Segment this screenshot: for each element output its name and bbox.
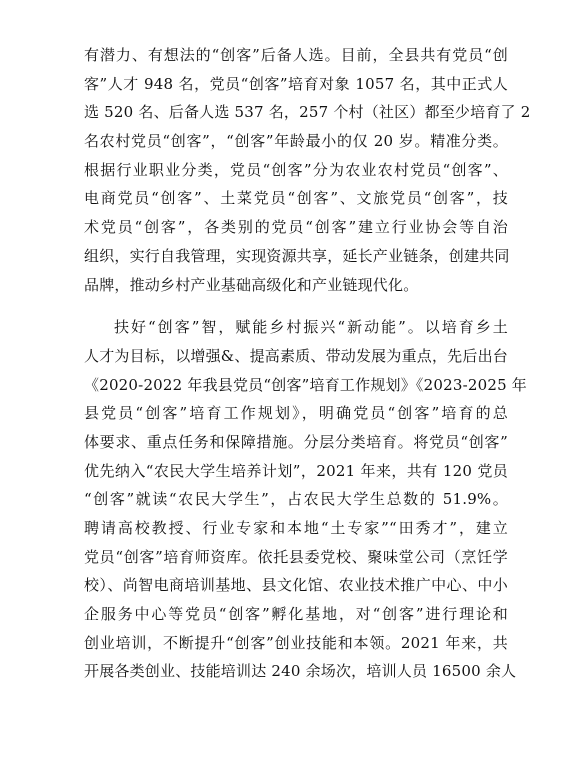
text-line: 开展各类创业、技能培训达 240 余场次，培训人员 16500 余人 bbox=[84, 662, 517, 681]
text-line: 优先纳入“农民大学生培养计划”，2021 年来，共有 120 党员 bbox=[84, 461, 508, 480]
text-line: 企服务中心等党员“创客”孵化基地，对“创客”进行理论和 bbox=[84, 605, 508, 624]
text-line: 根据行业职业分类，党员“创客”分为农业农村党员“创客”、 bbox=[84, 160, 508, 179]
text-line: 创业培训，不断提升“创客”创业技能和本领。2021 年来，共 bbox=[84, 633, 508, 652]
text-line: 品牌，推动乡村产业基础高级化和产业链现代化。 bbox=[84, 275, 419, 294]
text-line: 电商党员“创客”、土菜党员“创客”、文旅党员“创客”，技 bbox=[84, 189, 508, 208]
text-line: 人才为目标，以增强&、提高素质、带动发展为重点，先后出台 bbox=[84, 346, 508, 365]
text-line: 党员“创客”培育师资库。依托县委党校、聚味堂公司（烹饪学 bbox=[84, 547, 508, 566]
paragraph-2 bbox=[84, 313, 528, 686]
paragraph-1 bbox=[84, 41, 531, 299]
text-line: 扶好“创客”智，赋能乡村振兴“新动能”。以培育乡土 bbox=[114, 318, 508, 337]
text-line: “创客”就读“农民大学生”，占农民大学生总数的 51.9%。 bbox=[84, 490, 508, 509]
text-line: 县党员“创客”培育工作规划》，明确党员“创客”培育的总 bbox=[84, 404, 508, 423]
text-line: 聘请高校教授、行业专家和本地“土专家”“田秀才”，建立 bbox=[84, 519, 508, 537]
document-body bbox=[84, 41, 531, 686]
paragraph-gap bbox=[84, 299, 508, 313]
text-line: 术党员“创客”，各类别的党员“创客”建立行业协会等自治 bbox=[84, 218, 508, 237]
text-line: 选 520 名、后备人选 537 名，257 个村（社区）都至少培育了 2 bbox=[84, 103, 531, 122]
text-line: 名农村党员“创客”，“创客”年龄最小的仅 20 岁。精准分类。 bbox=[84, 132, 508, 151]
text-line: 组织，实行自我管理，实现资源共享，延长产业链条，创建共同 bbox=[84, 246, 510, 265]
text-line: 体要求、重点任务和保障措施。分层分类培育。将党员“创客” bbox=[84, 432, 508, 451]
text-line: 客”人才 948 名，党员“创客”培育对象 1057 名，其中正式人 bbox=[84, 74, 508, 93]
text-line: 《2020-2022 年我县党员“创客”培育工作规划》《2023-2025 年 bbox=[84, 375, 528, 394]
text-line: 有潜力、有想法的“创客”后备人选。目前，全县共有党员“创 bbox=[84, 46, 508, 64]
text-line: 校）、尚智电商培训基地、县文化馆、农业技术推广中心、中小 bbox=[84, 576, 508, 595]
